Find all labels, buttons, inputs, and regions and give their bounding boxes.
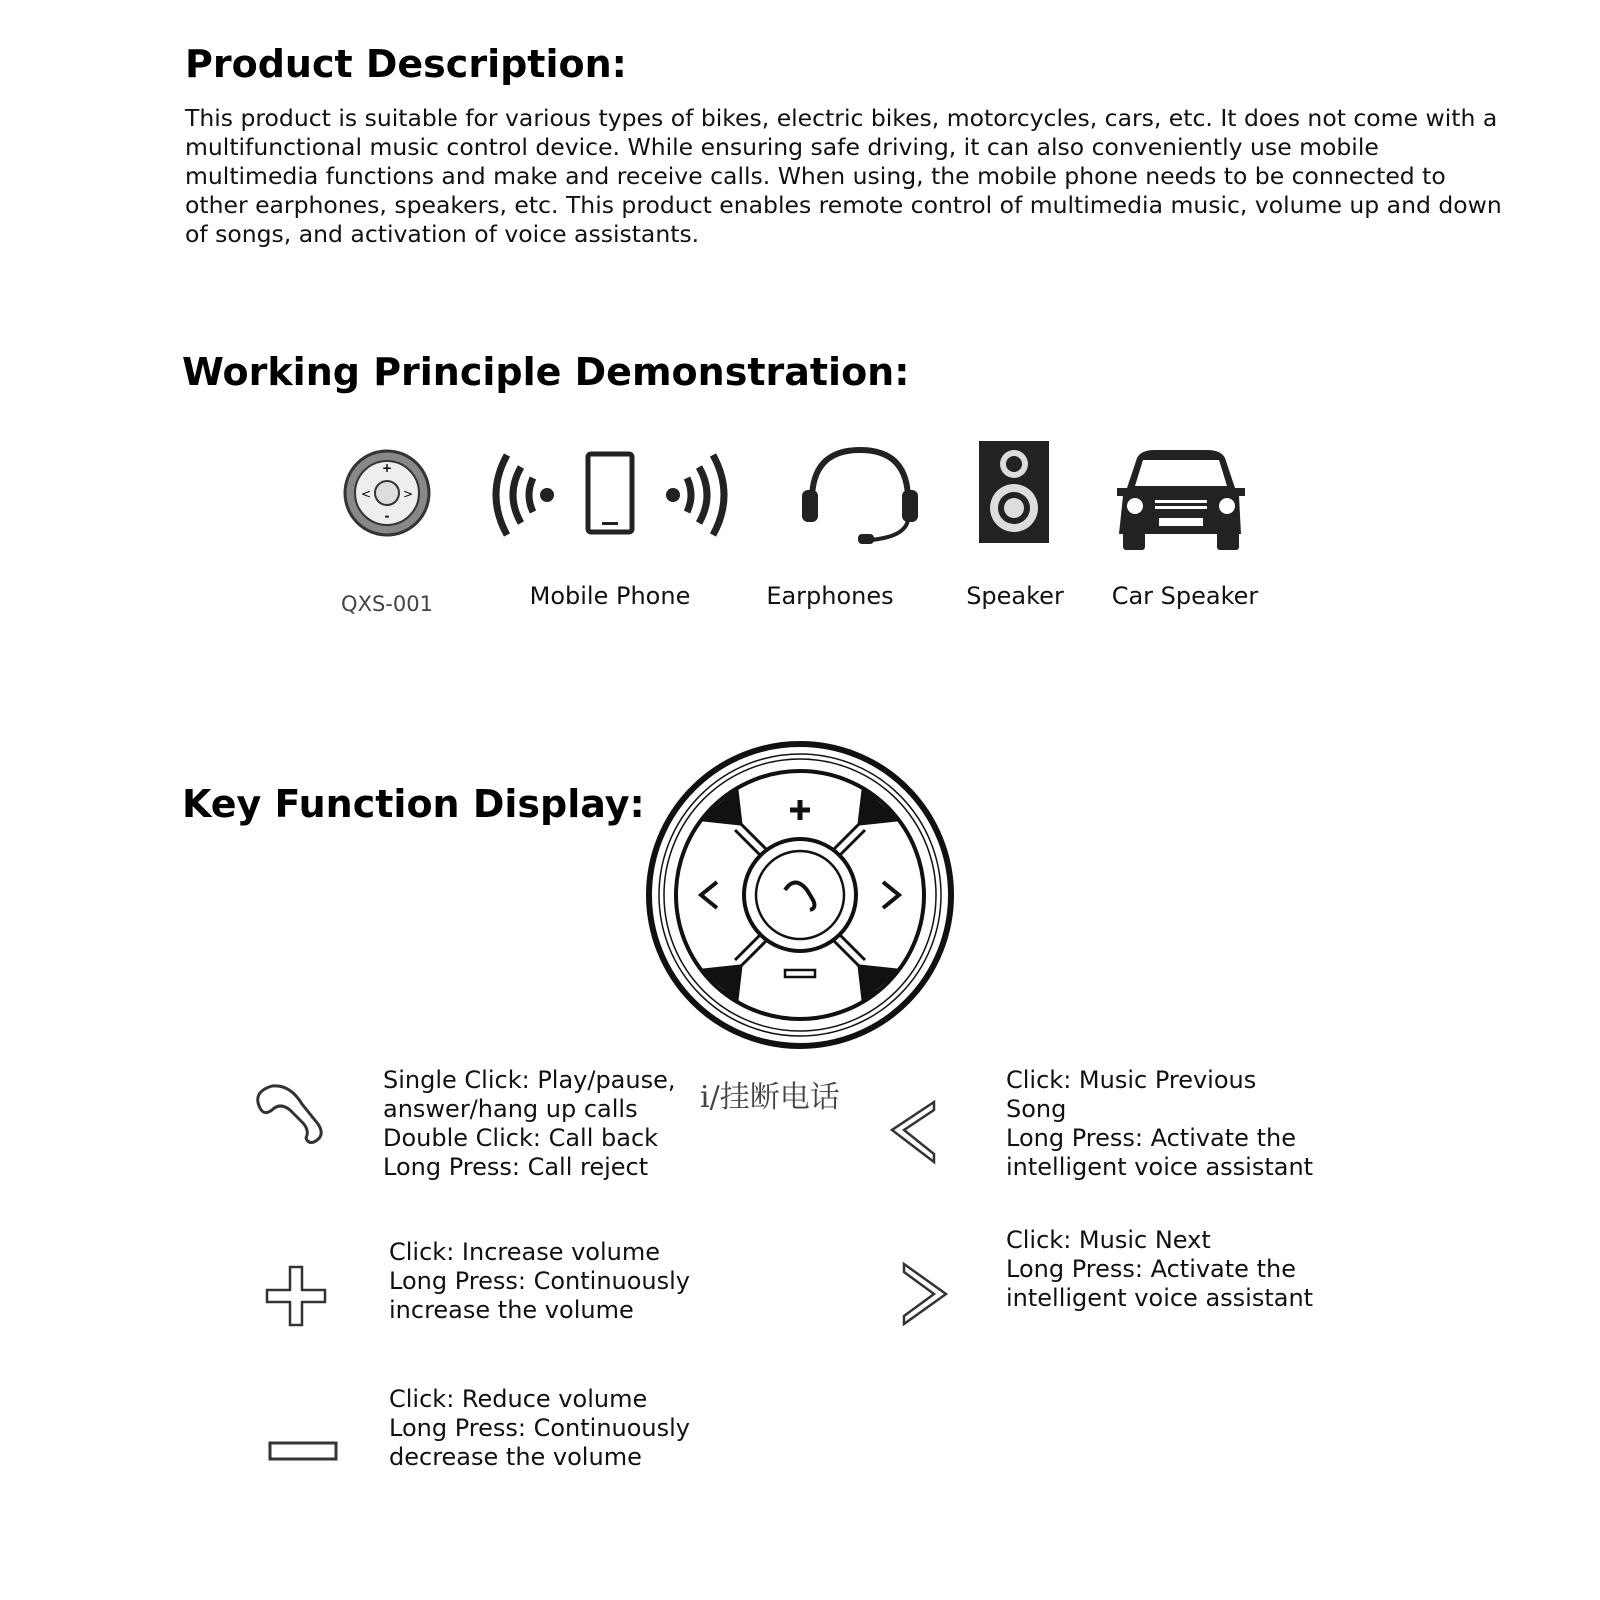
svg-text:+: + [381, 461, 393, 475]
label-qxs-001: QXS-001 [341, 592, 433, 616]
plus-icon [265, 1265, 327, 1327]
key-function-title: Key Function Display: [182, 782, 645, 826]
car-icon [1115, 448, 1247, 552]
remote-control-icon [342, 448, 432, 538]
svg-text:>: > [402, 487, 414, 501]
plus-key-description: Click: Increase volume Long Press: Continuously increase the volume [389, 1238, 691, 1324]
headset-icon [800, 445, 920, 550]
previous-key-description: Click: Music Previous Song Long Press: Activate the intelligent voice assistant [1006, 1066, 1314, 1181]
product-description-title: Product Description: [185, 42, 627, 86]
minus-key-description: Click: Reduce volume Long Press: Continuously decrease the volume [389, 1385, 691, 1471]
chevron-right-icon [900, 1262, 950, 1326]
speaker-icon [978, 440, 1050, 544]
svg-text:-: - [384, 509, 390, 523]
product-description-text: This product is suitable for various types of bikes, electric bikes, motorcycles, cars, etc. It does not come with a multifunctional music control device. While ensuring safe driving, it can also conveniently use mobile multimedia functions and make and receive calls. When using, the mobile phone needs to be connected to other earphones, speakers, etc. This product enables remote control of multimedia music, volume up and down of songs, and activation of voice assistants. [185, 104, 1502, 248]
label-speaker: Speaker [966, 582, 1064, 610]
mobile-phone-wireless-icon [485, 450, 735, 540]
minus-icon [268, 1440, 338, 1462]
chevron-left-icon [888, 1100, 938, 1164]
controller-diagram [645, 740, 955, 1050]
label-mobile-phone: Mobile Phone [529, 582, 691, 610]
label-car-speaker: Car Speaker [1111, 582, 1259, 610]
svg-text:<: < [360, 487, 372, 501]
overlay-chinese-text: i/挂断电话 [700, 1080, 840, 1115]
working-principle-title: Working Principle Demonstration: [182, 350, 910, 394]
label-earphones: Earphones [766, 582, 894, 610]
phone-icon [250, 1080, 330, 1150]
next-key-description: Click: Music Next Long Press: Activate the intelligent voice assistant [1006, 1226, 1314, 1312]
phone-key-description: Single Click: Play/pause, answer/hang up calls Double Click: Call back Long Press: Call reject [383, 1066, 676, 1181]
